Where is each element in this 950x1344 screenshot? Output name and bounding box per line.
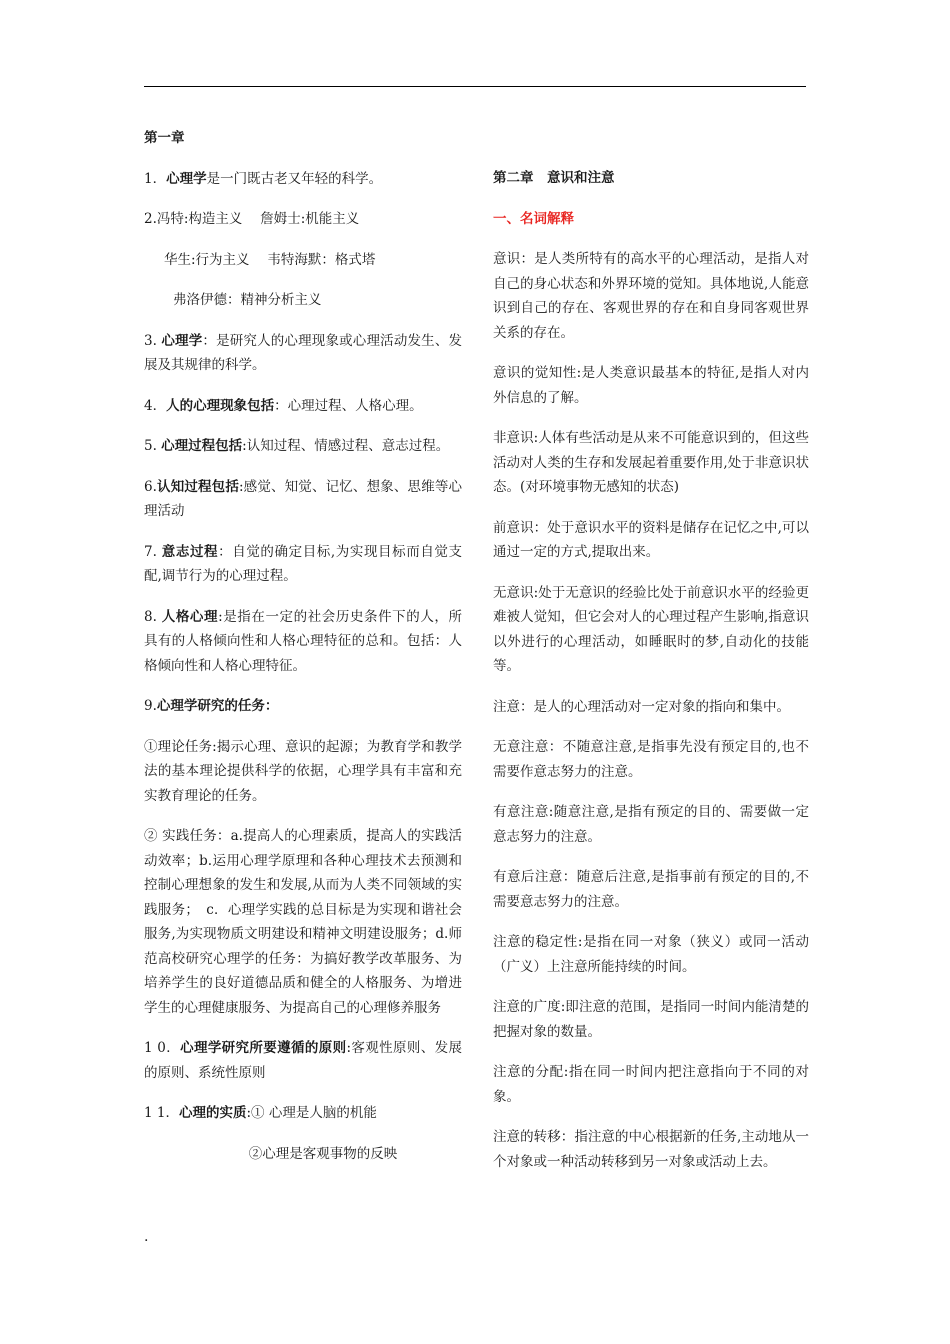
item-5-number: 5.	[144, 438, 162, 454]
item-5	[144, 434, 462, 459]
task-theory: ①理论任务:揭示心理、意识的起源；为教育学和教学法的基本理论提供科学的依据，心理学具有丰富和充实教育理论的任务。	[144, 738, 462, 804]
item-5-text: :认知过程、情感过程、意志过程。	[242, 438, 450, 454]
item-4-label: 人的心理现象包括	[166, 397, 275, 414]
item-8	[144, 605, 462, 679]
item-11-number: 1 1．	[144, 1105, 179, 1121]
definition-involuntary-attention: 无意注意：不随意注意,是指事先没有预定目的,也不需要作意志努力的注意。	[493, 739, 809, 780]
item-10-number: 1 0．	[144, 1040, 181, 1056]
item-1-label: 心理学	[166, 170, 207, 187]
item-7-label: 意志过程	[161, 543, 219, 560]
item-5-label: 心理过程包括	[161, 438, 243, 454]
definition-awareness: 意识的觉知性:是人类意识最基本的特征,是指人对内外信息的了解。	[493, 365, 809, 406]
item-6-label: 认知过程包括	[156, 478, 239, 495]
item-7-text: ：自觉的确定目标,为实现目标而自觉支配,调节行为的心理过程。	[144, 543, 463, 584]
item-1-text: 是一门既古老又年轻的科学。	[206, 170, 383, 187]
item-4-text: ：心理过程、人格心理。	[274, 397, 423, 414]
item-11-label: 心理的实质	[178, 1105, 247, 1121]
item-9-label: 心理学研究的任务：	[156, 698, 279, 714]
item-6-text: :感觉、知觉、记忆、想象、思维等心理活动	[144, 478, 462, 519]
definition-unconscious: 无意识:处于无意识的经验比处于前意识水平的经验更难被人觉知，但它会对人的心理过程产生影响,指意识以外进行的心理活动，如睡眠时的梦,自动化的技能等。	[493, 584, 809, 674]
item-8-label: 人格心理	[161, 608, 219, 625]
item-10-text: :客观性原则、发展的原则、系统性原则	[144, 1040, 462, 1081]
item-10	[144, 1036, 462, 1085]
right-column	[493, 166, 809, 1190]
definition-preconscious: 前意识：处于意识水平的资料是储存在记忆之中,可以通过一定的方式,提取出来。	[493, 519, 809, 560]
definition-consciousness: 意识：是人类所特有的高水平的心理活动，是指人对自己的身心状态和外界环境的觉知。具体地说,人能意识到自己的存在、客观世界的存在和自身同客观世界关系的存在。	[493, 251, 809, 341]
definition-attention-stability: 注意的稳定性:是指在同一对象（狭义）或同一活动（广义）上注意所能持续的时间。	[493, 934, 809, 975]
item-11-text: :① 心理是人脑的机能	[246, 1105, 377, 1121]
definition-attention-span: 注意的广度:即注意的范围，是指同一时间内能清楚的把握对象的数量。	[493, 999, 809, 1040]
item-3	[144, 329, 462, 378]
section-title: 一、名词解释	[493, 210, 574, 227]
chapter-2-title: 第二章 意识和注意	[493, 170, 615, 186]
item-7	[144, 540, 462, 589]
item-7-number: 7.	[144, 543, 162, 560]
task-practice: ② 实践任务：a.提高人的心理素质，提高人的实践活动效率；b.运用心理学原理和各种心理技术去预测和控制心理想象的发生和发展,从而为人类不同领域的实践服务； c．心理学实践的总目标是为实现和谐社会服务,为实现物质文明建设和精神文明建设服务；d.师范高校研究心理学的任务：为搞好教学改革服务、为培养学生的良好道德品质和健全的人格服务、为增进学生的心理健康服务、为提高自己的心理修养服务	[144, 828, 462, 1016]
definition-voluntary-attention: 有意注意:随意注意,是指有预定的目的、需要做一定意志努力的注意。	[493, 804, 809, 845]
item-10-label: 心理学研究所要遵循的原则	[180, 1040, 347, 1056]
definition-attention-shift: 注意的转移：指注意的中心根据新的任务,主动地从一个对象或一种活动转移到另一对象或活动上去。	[493, 1129, 809, 1170]
item-9-number: 9.	[144, 698, 157, 714]
chapter-1-title: 第一章	[144, 130, 185, 146]
item-6	[144, 475, 462, 524]
item-11	[144, 1101, 462, 1126]
item-3-number: 3.	[144, 332, 162, 349]
definition-nonconsciousness: 非意识:人体有些活动是从来不可能意识到的，但这些活动对人类的生存和发展起着重要作用,处于非意识状态。(对环境事物无感知的状态)	[493, 430, 809, 495]
item-9	[144, 694, 462, 719]
item-3-label: 心理学	[161, 332, 203, 349]
item-1	[144, 167, 462, 192]
item-8-text: :是指在一定的社会历史条件下的人，所具有的人格倾向性和人格心理特征的总和。包括：人格倾向性和人格心理特征。	[144, 608, 463, 674]
item-4	[144, 394, 462, 419]
item-3-text: ：是研究人的心理现象或心理活动发生、发展及其规律的科学。	[144, 332, 463, 373]
item-8-number: 8.	[144, 608, 162, 625]
item-1-number: 1．	[144, 170, 167, 187]
header-rule	[144, 86, 806, 87]
definition-post-voluntary-attention: 有意后注意：随意后注意,是指事前有预定的目的,不需要意志努力的注意。	[493, 869, 809, 910]
footer-mark: .	[144, 1229, 149, 1245]
item-2-line-2: 华生:行为主义 韦特海默：格式塔	[164, 251, 376, 268]
item-4-number: 4．	[144, 397, 167, 414]
item-2-line-1: 2.冯特:构造主义 詹姆士:机能主义	[144, 211, 360, 227]
item-2-line-3: 弗洛伊德：精神分析主义	[173, 292, 322, 308]
definition-attention-distribution: 注意的分配:指在同一时间内把注意指向于不同的对象。	[493, 1064, 809, 1105]
definition-attention: 注意：是人的心理活动对一定对象的指向和集中。	[493, 698, 790, 715]
item-6-number: 6.	[144, 478, 157, 495]
item-11-line-2: ②心理是客观事物的反映	[248, 1145, 398, 1162]
left-column	[144, 126, 462, 1182]
